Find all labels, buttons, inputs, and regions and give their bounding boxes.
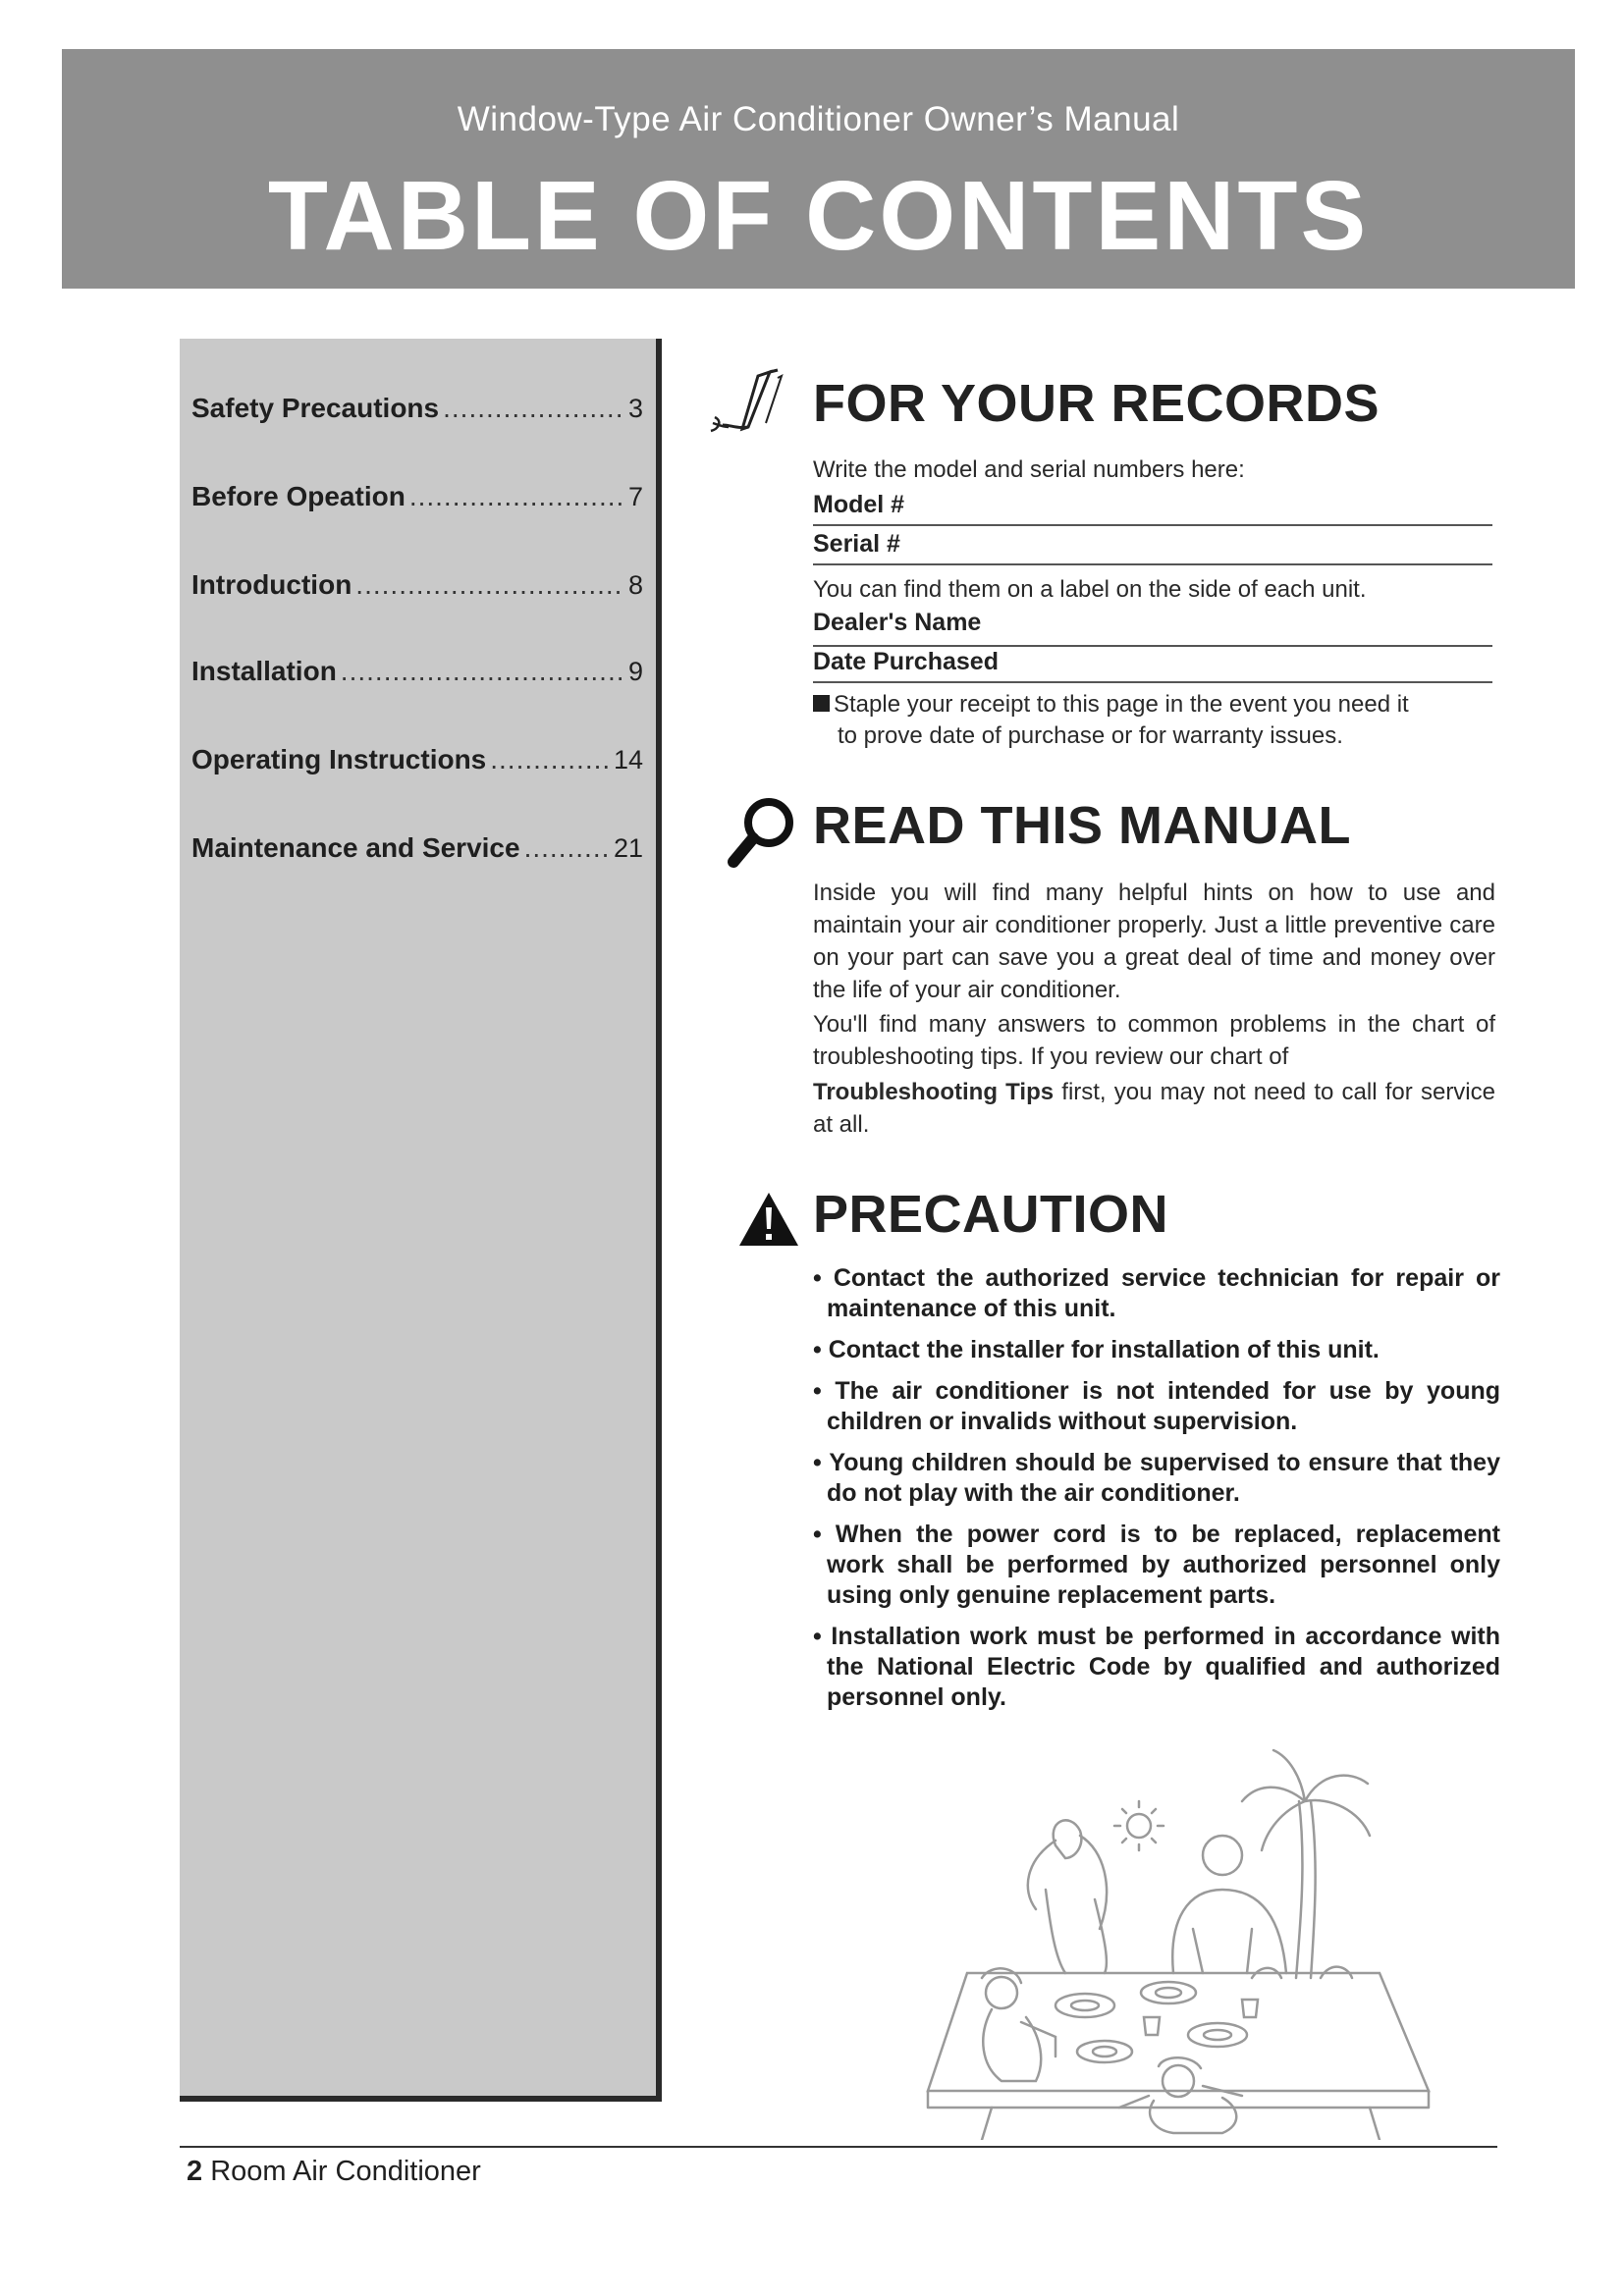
records-intro: Write the model and serial numbers here: [813, 456, 1245, 483]
precaution-title: PRECAUTION [813, 1185, 1169, 1244]
toc-page: 3 [627, 394, 643, 423]
date-purchased-field[interactable] [813, 648, 1492, 683]
date-label: Date Purchased [813, 648, 999, 675]
staple-line-1: Staple your receipt to this page in the event you need it [834, 691, 1409, 718]
serial-label: Serial # [813, 530, 900, 558]
manual-para-3-rest: first, you may not need to call for service at all. [813, 1079, 1495, 1138]
list-item: • The air conditioner is not intended for use by young children or invalids without supervision. [813, 1376, 1500, 1437]
toc-label: Before Opeation [191, 481, 406, 511]
toc-label: Maintenance and Service [191, 832, 520, 863]
toc-page: 14 [613, 745, 643, 774]
list-item: • Installation work must be performed in accordance with the National Electric Code by qualified and authorized personnel only. [813, 1622, 1500, 1713]
toc-label: Introduction [191, 569, 352, 600]
toc-leader [355, 569, 624, 601]
model-field[interactable] [813, 491, 1492, 526]
magnifier-icon [722, 793, 800, 872]
toc-page: 9 [627, 657, 643, 686]
family-picnic-illustration [908, 1742, 1478, 2140]
toc-leader [490, 744, 610, 775]
toc-leader [443, 393, 624, 424]
square-bullet-icon [813, 695, 830, 712]
toc-label: Installation [191, 656, 337, 686]
footer-text: Room Air Conditioner [210, 2156, 481, 2187]
manual-title: READ THIS MANUAL [813, 796, 1351, 855]
page-number: 2 [187, 2156, 203, 2187]
dealer-field[interactable] [813, 609, 1492, 642]
toc-leader [409, 481, 624, 512]
toc-item-installation[interactable] [191, 656, 643, 687]
list-item: • When the power cord is to be replaced, replacement work shall be performed by authorized personnel only using only genuine replacement parts. [813, 1520, 1500, 1611]
manual-subtitle: Window-Type Air Conditioner Owner’s Manual [457, 100, 1180, 138]
toc-leader [524, 832, 610, 864]
toc-leader [341, 656, 624, 687]
warning-icon [736, 1190, 801, 1249]
troubleshooting-tips-bold: Troubleshooting Tips [813, 1079, 1055, 1105]
manual-para-3 [813, 1076, 1495, 1141]
dealer-label: Dealer's Name [813, 609, 982, 636]
dealer-underline [813, 645, 1492, 647]
toc-item-introduction[interactable] [191, 569, 643, 601]
footer-rule [180, 2146, 1497, 2148]
serial-field[interactable] [813, 530, 1492, 565]
model-label: Model # [813, 491, 905, 518]
page-footer [187, 2156, 481, 2188]
list-item: • Contact the installer for installation of this unit. [813, 1335, 1500, 1365]
toc-page: 8 [627, 570, 643, 600]
manual-para-2: You'll find many answers to common problems in the chart of troubleshooting tips. If you review our chart of [813, 1011, 1495, 1070]
page-title: TABLE OF CONTENTS [267, 161, 1370, 271]
toc-label: Operating Instructions [191, 744, 487, 774]
toc-page: 21 [613, 833, 643, 863]
staple-line-2: to prove date of purchase or for warranty issues. [838, 722, 1343, 749]
staple-note [813, 689, 1500, 752]
pen-icon [709, 368, 797, 447]
manual-para-1: Inside you will find many helpful hints on how to use and maintain your air conditioner properly. Just a little preventive care on your part can save you a great deal of time and money over the life of your air conditioner. [813, 880, 1495, 1003]
records-title: FOR YOUR RECORDS [813, 374, 1380, 433]
toc-item-before-operation[interactable] [191, 481, 643, 512]
list-item: • Young children should be supervised to ensure that they do not play with the air conditioner. [813, 1448, 1500, 1509]
toc-sidebar [180, 339, 662, 2102]
toc-item-maintenance[interactable] [191, 832, 643, 864]
toc-page: 7 [627, 482, 643, 511]
header-banner [62, 49, 1575, 289]
precaution-list [813, 1263, 1500, 1724]
list-item: • Contact the authorized service technician for repair or maintenance of this unit. [813, 1263, 1500, 1324]
toc-item-operating-instructions[interactable] [191, 744, 643, 775]
label-note: You can find them on a label on the side of each unit. [813, 576, 1367, 603]
toc-label: Safety Precautions [191, 393, 440, 423]
toc-item-safety[interactable] [191, 393, 643, 424]
